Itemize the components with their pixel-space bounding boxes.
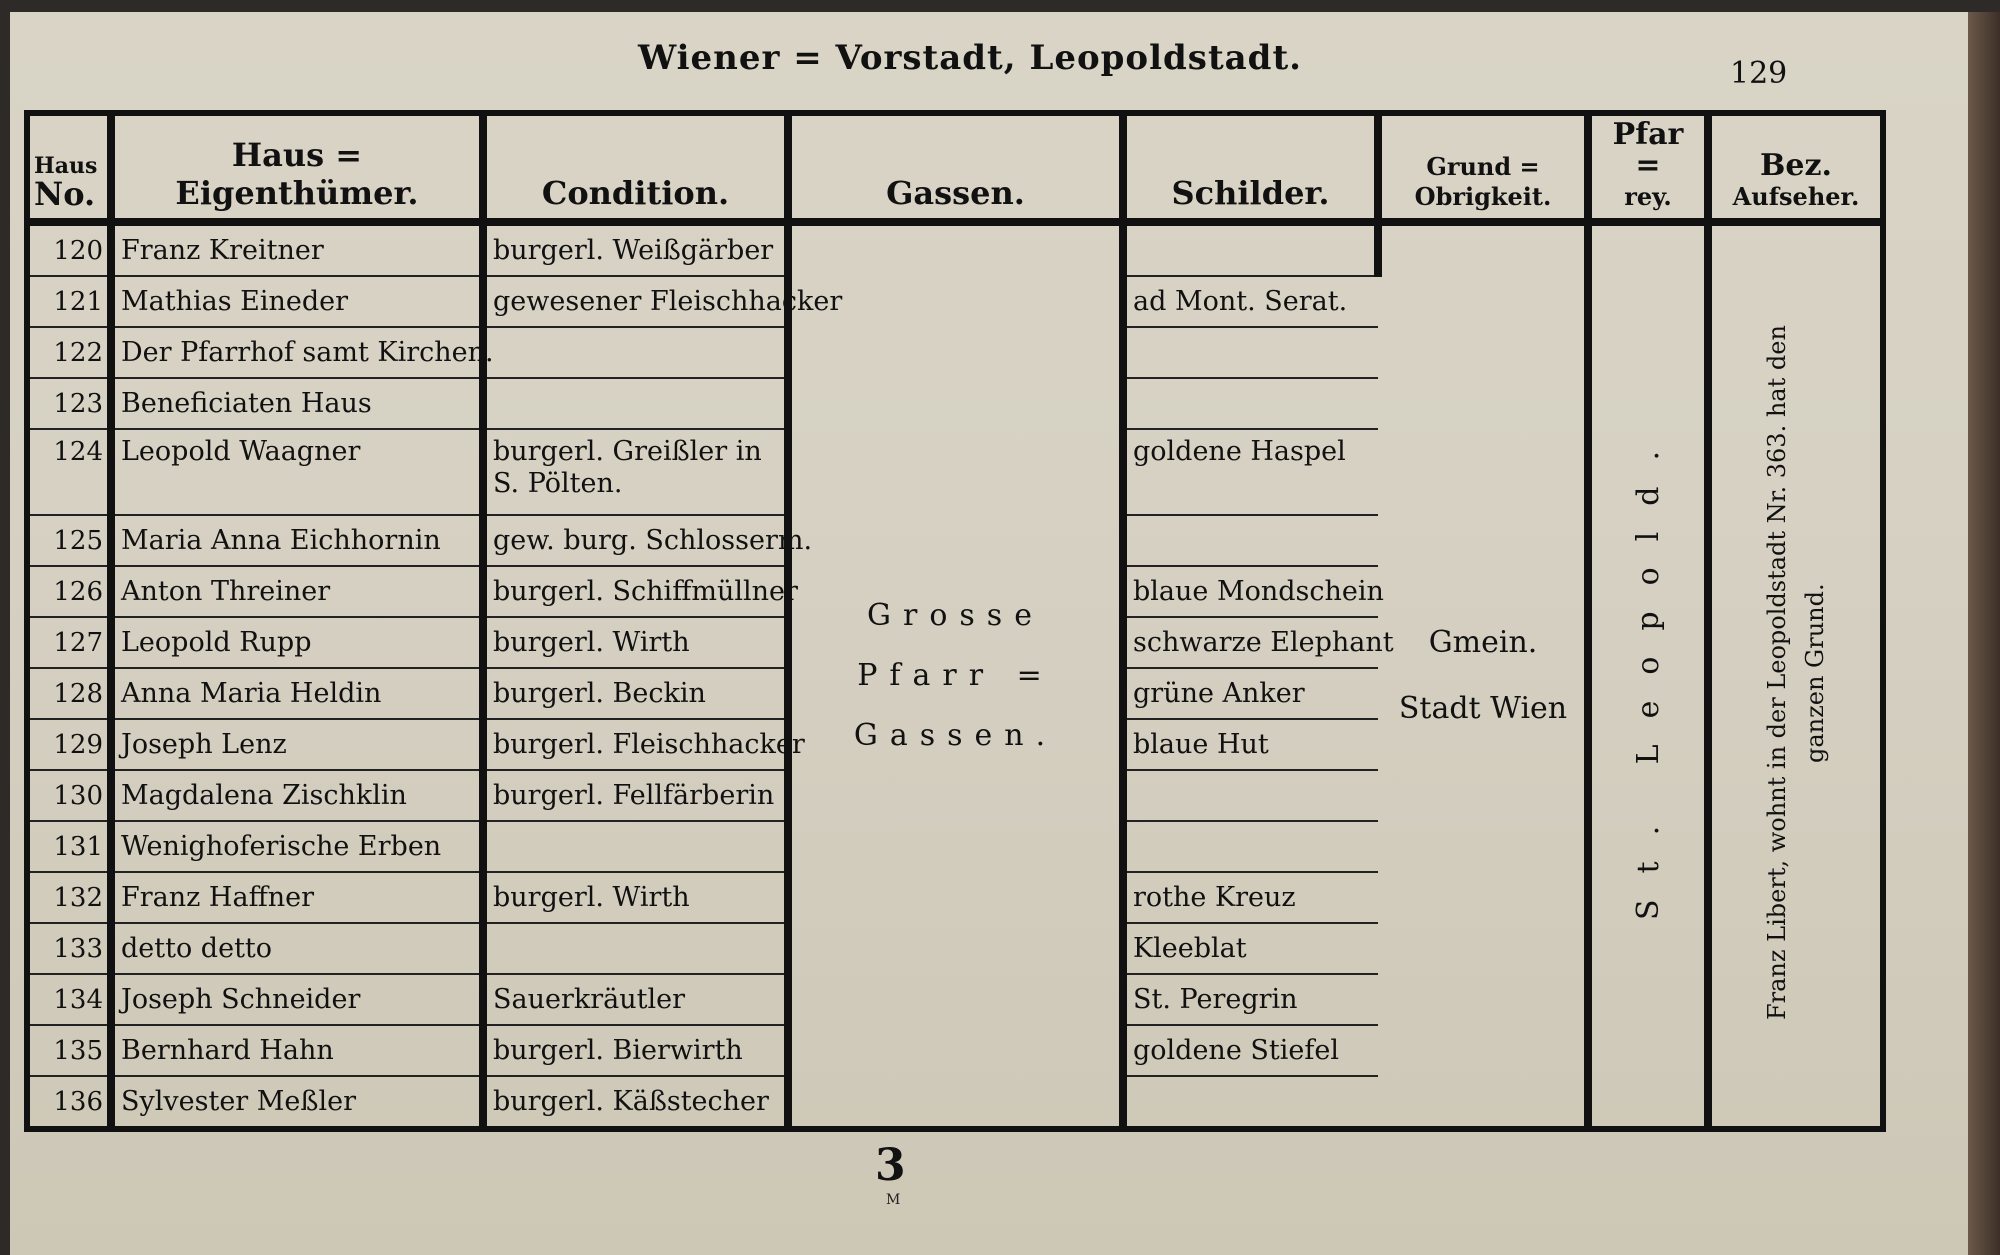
condition-cell — [483, 923, 788, 974]
sign-cell: Kleeblat — [1123, 923, 1378, 974]
sign-cell: goldene Haspel — [1123, 429, 1378, 515]
house-number-cell: 134 — [27, 974, 111, 1025]
header-condition: Condition. — [483, 113, 788, 222]
header-grund-line2: Obrigkeit. — [1414, 182, 1552, 211]
sign-cell — [1123, 378, 1378, 429]
header-bez — [1708, 113, 1883, 222]
register-body — [27, 222, 1883, 1129]
header-grund — [1378, 113, 1588, 222]
header-schilder: Schilder. — [1123, 113, 1378, 222]
header-house-no — [27, 113, 111, 222]
house-number-cell: 130 — [27, 770, 111, 821]
condition-cell: burgerl. Schiffmüllner — [483, 566, 788, 617]
house-number-cell: 120 — [27, 222, 111, 276]
bez-text: Franz Libert, wohnt in der Leopoldstadt Nr. 363. hat den ganzen Grund. — [1763, 325, 1829, 1020]
owner-cell: Franz Kreitner — [111, 222, 483, 276]
header-owner: Haus = Eigenthümer. — [111, 113, 483, 222]
header-row — [27, 113, 1883, 222]
owner-cell: Joseph Lenz — [111, 719, 483, 770]
house-number-cell: 122 — [27, 327, 111, 378]
bez-cell — [1708, 222, 1883, 1129]
table-row — [27, 222, 1883, 276]
condition-cell: burgerl. Fleischhacker — [483, 719, 788, 770]
sign-cell: schwarze Elephant — [1123, 617, 1378, 668]
owner-cell: Beneficiaten Haus — [111, 378, 483, 429]
book-edge — [1968, 0, 2000, 1255]
house-number-cell: 121 — [27, 276, 111, 327]
house-number-cell: 135 — [27, 1025, 111, 1076]
grund-line1: Gmein. — [1428, 625, 1538, 660]
owner-cell: Anton Threiner — [111, 566, 483, 617]
owner-cell: Maria Anna Eichhornin — [111, 515, 483, 566]
sign-cell — [1123, 770, 1378, 821]
condition-cell: Sauerkräutler — [483, 974, 788, 1025]
condition-cell: burgerl. Bierwirth — [483, 1025, 788, 1076]
header-bez-line1: Bez. — [1760, 148, 1832, 183]
header-pfarr-line2: rey. — [1624, 182, 1672, 211]
house-register-table — [24, 110, 1886, 1132]
top-edge — [0, 0, 2000, 12]
pfarr-text: St. Leopold. — [1630, 424, 1666, 921]
left-edge — [0, 0, 10, 1255]
condition-cell: burgerl. Wirth — [483, 872, 788, 923]
condition-cell — [483, 821, 788, 872]
page-number: 129 — [1730, 56, 1788, 91]
house-number-cell: 129 — [27, 719, 111, 770]
gassen-line1: Grosse — [867, 598, 1044, 633]
owner-cell: detto detto — [111, 923, 483, 974]
condition-cell: burgerl. Beckin — [483, 668, 788, 719]
gassen-line2: Pfarr = Gassen. — [853, 658, 1058, 753]
header-gassen: Gassen. — [788, 113, 1123, 222]
header-pfarr-line1: Pfar = — [1612, 117, 1684, 183]
grund-cell — [1378, 222, 1588, 1129]
house-number-cell: 126 — [27, 566, 111, 617]
house-number-cell: 136 — [27, 1076, 111, 1129]
sign-cell: rothe Kreuz — [1123, 872, 1378, 923]
owner-cell: Anna Maria Heldin — [111, 668, 483, 719]
house-number-cell: 133 — [27, 923, 111, 974]
condition-cell — [483, 378, 788, 429]
sign-cell: goldene Stiefel — [1123, 1025, 1378, 1076]
sign-cell: St. Peregrin — [1123, 974, 1378, 1025]
sign-cell — [1123, 821, 1378, 872]
header-pfarr — [1588, 113, 1708, 222]
sign-cell: blaue Hut — [1123, 719, 1378, 770]
owner-cell: Sylvester Meßler — [111, 1076, 483, 1129]
house-number-cell: 132 — [27, 872, 111, 923]
header-bez-line2: Aufseher. — [1732, 182, 1860, 211]
owner-cell: Franz Haffner — [111, 872, 483, 923]
condition-cell: burgerl. Weißgärber — [483, 222, 788, 276]
header-grund-line1: Grund = — [1426, 152, 1540, 181]
condition-cell: gewesener Fleischhacker — [483, 276, 788, 327]
header-house-no-line2: No. — [34, 175, 96, 213]
condition-cell: burgerl. Wirth — [483, 617, 788, 668]
owner-cell: Magdalena Zischklin — [111, 770, 483, 821]
catchword: 3 — [875, 1140, 906, 1191]
condition-cell: burgerl. Käßstecher — [483, 1076, 788, 1129]
condition-cell — [483, 327, 788, 378]
sign-cell: ad Mont. Serat. — [1123, 276, 1378, 327]
sign-cell — [1123, 222, 1378, 276]
house-number-cell: 125 — [27, 515, 111, 566]
house-number-cell: 128 — [27, 668, 111, 719]
header-house-no-line1: Haus — [34, 153, 98, 179]
owner-cell: Mathias Eineder — [111, 276, 483, 327]
gassen-cell — [788, 222, 1123, 1129]
house-number-cell: 124 — [27, 429, 111, 515]
owner-cell: Leopold Rupp — [111, 617, 483, 668]
page-title: Wiener = Vorstadt, Leopoldstadt. — [638, 38, 1302, 78]
sign-cell: blaue Mondschein — [1123, 566, 1378, 617]
house-number-cell: 123 — [27, 378, 111, 429]
sign-cell — [1123, 515, 1378, 566]
grund-line2: Stadt Wien — [1398, 691, 1568, 726]
condition-cell: gew. burg. Schlosserm. — [483, 515, 788, 566]
owner-cell: Joseph Schneider — [111, 974, 483, 1025]
condition-cell: burgerl. Greißler in S. Pölten. — [483, 429, 788, 515]
pfarr-cell — [1588, 222, 1708, 1129]
catchmark: M — [886, 1192, 901, 1208]
house-number-cell: 127 — [27, 617, 111, 668]
sign-cell: grüne Anker — [1123, 668, 1378, 719]
house-number-cell: 131 — [27, 821, 111, 872]
owner-cell: Wenighoferische Erben — [111, 821, 483, 872]
sign-cell — [1123, 1076, 1378, 1129]
sign-cell — [1123, 327, 1378, 378]
condition-cell: burgerl. Fellfärberin — [483, 770, 788, 821]
owner-cell: Leopold Waagner — [111, 429, 483, 515]
owner-cell: Der Pfarrhof samt Kirchen. — [111, 327, 483, 378]
owner-cell: Bernhard Hahn — [111, 1025, 483, 1076]
